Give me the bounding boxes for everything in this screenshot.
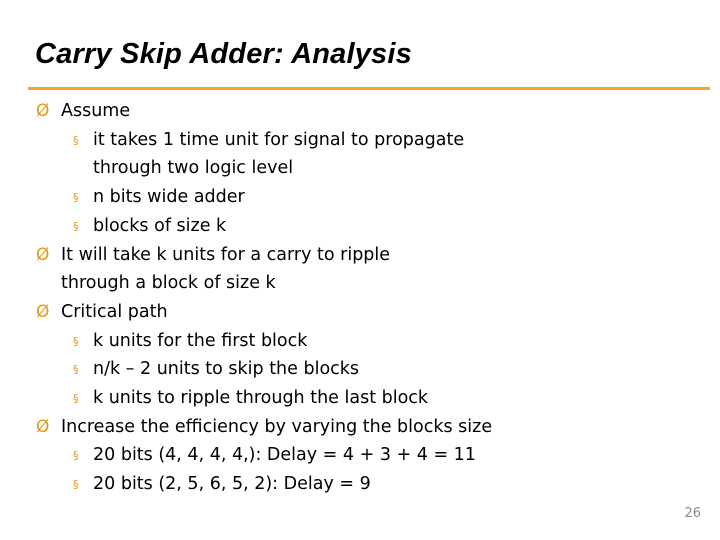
arrow-bullet-icon: Ø	[36, 101, 50, 121]
sub-bullet-example-1	[0, 441, 720, 470]
square-bullet-icon: §	[73, 449, 79, 463]
sub-bullet-first-block	[0, 327, 720, 356]
bullet-text: Critical path	[61, 301, 168, 322]
bullet-assume	[0, 97, 720, 126]
arrow-bullet-icon: Ø	[36, 416, 50, 437]
bullet-ripple	[0, 241, 720, 298]
bullet-text: It will take k units for a carry to ripple	[61, 244, 391, 265]
bullet-text: blocks of size k	[93, 215, 227, 236]
bullet-text: 20 bits (4, 4, 4, 4,): Delay = 4 + 3 + 4 = 11	[93, 445, 476, 466]
square-bullet-icon: §	[73, 478, 79, 492]
bullet-text: Increase the efficiency by varying the blocks size	[61, 416, 493, 437]
sub-bullet-last-block	[0, 384, 720, 413]
sub-bullet-skip-blocks	[0, 355, 720, 384]
sub-bullet-n-bits	[0, 183, 720, 212]
bullet-text: k units to ripple through the last block	[93, 388, 429, 409]
page-number: 26	[684, 506, 701, 521]
sub-bullet-block-size	[0, 212, 720, 241]
bullet-text: it takes 1 time unit for signal to propagate	[93, 129, 465, 150]
title-underline	[28, 87, 710, 90]
square-bullet-icon: §	[73, 191, 79, 205]
square-bullet-icon: §	[73, 334, 79, 348]
arrow-bullet-icon: Ø	[36, 244, 50, 265]
bullet-text-continued: through two logic level	[93, 158, 294, 179]
bullet-text: k units for the first block	[93, 330, 308, 351]
bullet-critical-path	[0, 298, 720, 327]
bullet-text-continued: through a block of size k	[61, 273, 276, 294]
square-bullet-icon: §	[73, 219, 79, 233]
slide-body	[0, 97, 720, 499]
sub-bullet-example-2	[0, 470, 720, 499]
bullet-text: Assume	[61, 101, 131, 121]
sub-bullet-time-unit	[0, 126, 720, 183]
square-bullet-icon: §	[73, 363, 79, 377]
bullet-text: n bits wide adder	[93, 187, 245, 208]
arrow-bullet-icon: Ø	[36, 301, 50, 322]
square-bullet-icon: §	[73, 133, 79, 147]
bullet-text: 20 bits (2, 5, 6, 5, 2): Delay = 9	[93, 474, 371, 495]
bullet-text: n/k – 2 units to skip the blocks	[93, 359, 360, 380]
slide-title: Carry Skip Adder: Analysis	[35, 38, 412, 70]
square-bullet-icon: §	[73, 392, 79, 406]
bullet-increase-efficiency	[0, 413, 720, 442]
